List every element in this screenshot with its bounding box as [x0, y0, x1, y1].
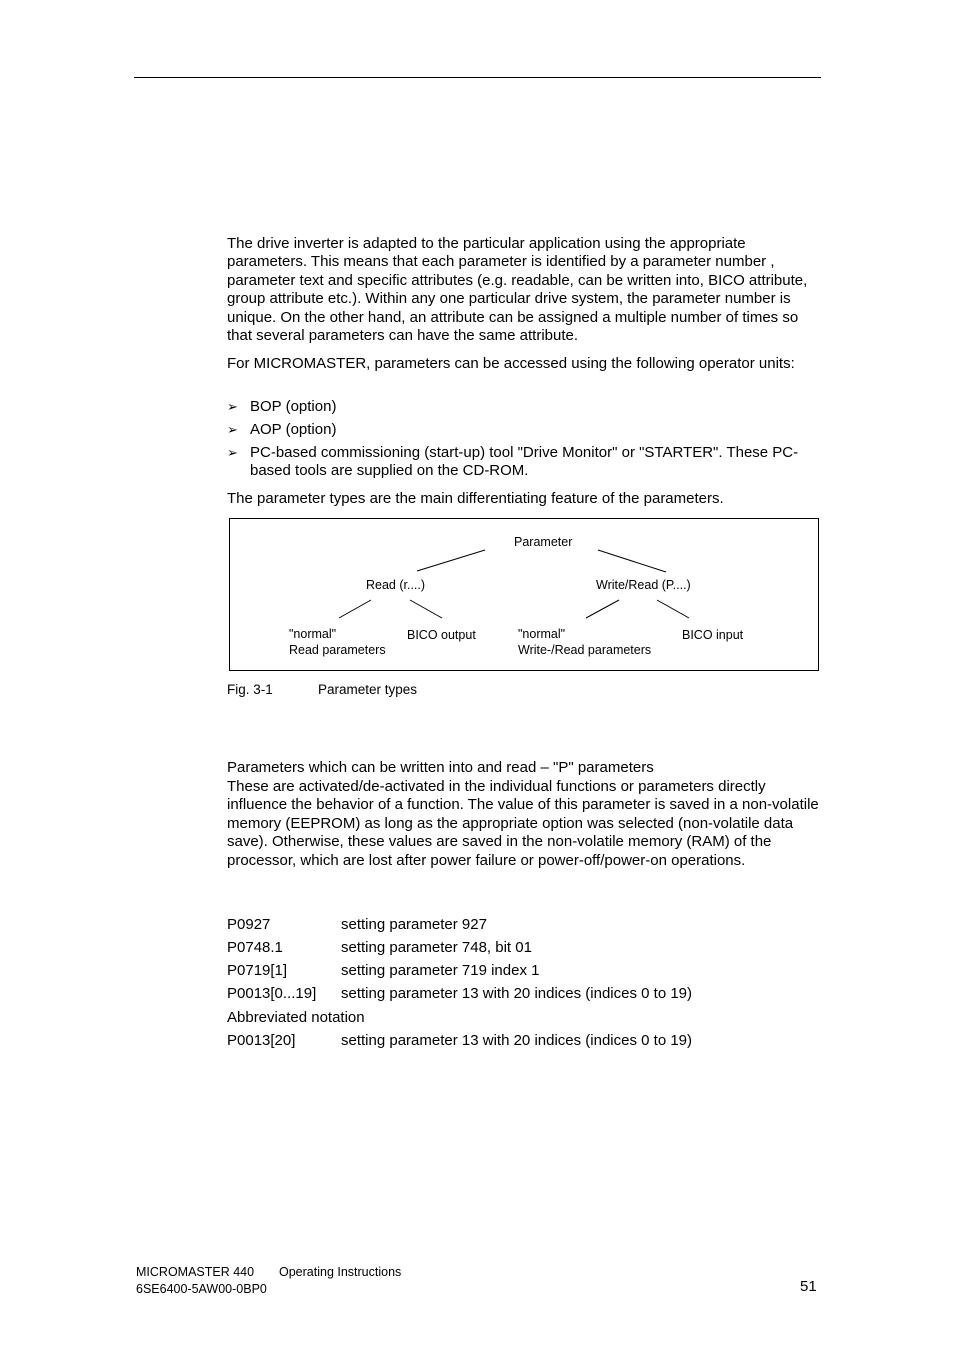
p-params-body: These are activated/de-activated in the individual functions or parameters directly influence the behavior of a function. The value of this parameter is saved in a non-volatile memory (EEPROM) as long as the appropriate option was selected (non-volatile data save). Otherwise, these values are saved in the non-volatile memory (RAM) of the processor, which are lost after power failure or power-off/power-on operations.: [227, 778, 819, 869]
example-desc: setting parameter 719 index 1: [341, 962, 540, 979]
arrow-bullet-icon: ➢: [227, 399, 238, 414]
figure-caption-number: Fig. 3-1: [227, 682, 273, 697]
bullet-text: PC-based commissioning (start-up) tool "Drive Monitor" or "STARTER". These PC-based tools are supplied on the CD-ROM.: [250, 444, 799, 480]
footer-product: MICROMASTER 440: [136, 1265, 255, 1279]
example-code: P0748.1: [227, 939, 283, 956]
example-code: P0013[0...19]: [227, 985, 317, 1002]
connector-root-write: [598, 550, 666, 572]
figure-read-label: Read (r....): [366, 578, 426, 592]
figure-root-label: Parameter: [514, 535, 573, 549]
example-row: [227, 916, 487, 934]
figure-bico-input-label: BICO input: [682, 628, 744, 642]
connector-write-normal: [586, 600, 619, 618]
connector-read-normal: [339, 600, 371, 618]
types-sentence: The parameter types are the main differentiating feature of the parameters.: [227, 490, 724, 507]
bullet-text: BOP (option): [250, 398, 337, 415]
example-desc: setting parameter 748, bit 01: [341, 939, 532, 956]
bullet-item: [227, 421, 819, 439]
example-row: [227, 962, 539, 980]
example-code: P0927: [227, 916, 271, 933]
header-rule: [134, 77, 821, 78]
figure-normal-write-line2: Write-/Read parameters: [518, 643, 652, 657]
example-desc: setting parameter 927: [341, 916, 487, 933]
example-row: [227, 985, 692, 1003]
bullet-item: [227, 398, 819, 416]
connector-read-bico: [410, 600, 442, 618]
arrow-bullet-icon: ➢: [227, 445, 238, 460]
example-desc: setting parameter 13 with 20 indices (indices 0 to 19): [341, 985, 693, 1002]
example-row: [227, 1032, 692, 1050]
figure-bico-output-label: BICO output: [407, 628, 476, 642]
page-number: 51: [800, 1278, 817, 1295]
example-row: [227, 939, 532, 957]
abbrev-label: Abbreviated notation: [227, 1009, 365, 1026]
figure-caption-title: Parameter types: [318, 682, 418, 697]
example-code: P0013[20]: [227, 1032, 296, 1049]
figure-normal-read-line1: "normal": [289, 627, 337, 641]
connector-write-bico: [657, 600, 689, 618]
p-params-heading: Parameters which can be written into and read – "P" parameters: [227, 759, 654, 776]
example-code: P0719[1]: [227, 962, 288, 979]
footer-order-number: 6SE6400-5AW00-0BP0: [136, 1282, 267, 1296]
footer-doc-title: Operating Instructions: [279, 1265, 402, 1279]
connector-root-read: [417, 550, 485, 571]
figure-normal-write-line1: "normal": [518, 627, 566, 641]
bullet-text: AOP (option): [250, 421, 337, 438]
example-desc: setting parameter 13 with 20 indices (indices 0 to 19): [341, 1032, 693, 1049]
figure-write-label: Write/Read (P....): [596, 578, 691, 592]
access-intro: For MICROMASTER, parameters can be accessed using the following operator units:: [227, 355, 795, 372]
arrow-bullet-icon: ➢: [227, 422, 238, 437]
parameter-types-figure: [229, 518, 819, 671]
intro-paragraph: The drive inverter is adapted to the particular application using the appropriate parameters. This means that each parameter is identified by a parameter number , parameter text and specific attributes (e.g. readable, can be written into, BICO attribute, group attribute etc.). Within any one particular drive system, the parameter number is unique. On the other hand, an attribute can be assigned a multiple number of times so that several parameters can have the same attribute.: [227, 235, 808, 345]
figure-normal-read-line2: Read parameters: [289, 643, 386, 657]
bullet-item: [227, 444, 819, 481]
